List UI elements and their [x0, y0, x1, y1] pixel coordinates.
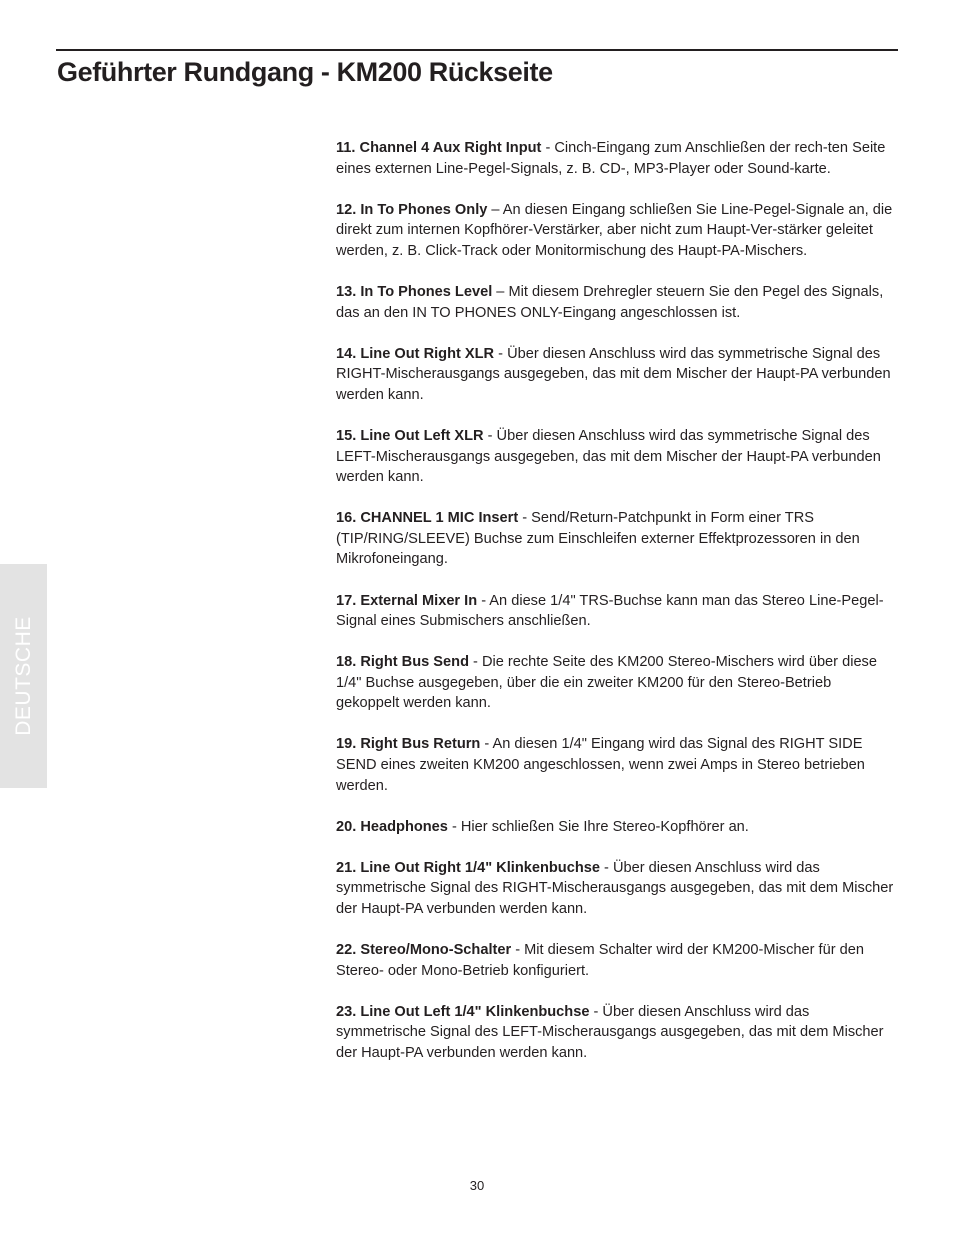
entry-20-text: - Hier schließen Sie Ihre Stereo-Kopfhörer an. [447, 818, 749, 835]
entry-11-text: - Cinch-Eingang zum Anschließen der rech-ten Seite eines externen Line-Pegel-Signals, z. B. CD-, MP3-Player oder Sound-karte. [336, 140, 886, 177]
entry-22-text: - Mit diesem Schalter wird der KM200-Mischer für den Stereo- oder Mono-Betrieb konfiguriert. [336, 942, 864, 979]
entry-17-title: 17. External Mixer In [336, 592, 478, 609]
entry-19-title: 19. Right Bus Return [336, 736, 481, 753]
entry-22-title: 22. Stereo/Mono-Schalter [336, 942, 512, 959]
entry-13-title: 13. In To Phones Level [336, 283, 493, 300]
entry-21-text: - Über diesen Anschluss wird das symmetrische Signal des RIGHT-Mischerausgangs ausgegeben, das mit dem Mischer der Haupt-PA verbunden werden kann. [336, 859, 894, 918]
entry-19-text: - An diesen 1/4" Eingang wird das Signal des RIGHT SIDE SEND eines zweiten KM200 angeschlossen, wenn zwei Amps in Stereo betrieben werden. [336, 736, 865, 794]
entry-16-text: - Send/Return-Patchpunkt in Form einer TRS (TIP/RING/SLEEVE) Buchse zum Einschleifen externer Effektprozessoren in den Mikrofoneingang. [336, 510, 860, 568]
entry-15-text: - Über diesen Anschluss wird das symmetrische Signal des LEFT-Mischerausgangs ausgegeben, das mit dem Mischer der Haupt-PA verbunden werden kann. [336, 427, 881, 486]
entry-20-title: 20. Headphones [336, 818, 448, 835]
entry-list [336, 138, 896, 1084]
entry-18 [336, 652, 896, 714]
entry-12-text: – An diesen Eingang schließen Sie Line-Pegel-Signale an, die direkt zum internen Kopfhörer-Verstärker, aber nicht zum Haupt-Ver-stärker geleitet werden, z. B. Click-Track oder Monitormischung des Haupt-PA-Mischers. [336, 201, 893, 259]
entry-16-title: 16. CHANNEL 1 MIC Insert [336, 510, 519, 527]
entry-13 [336, 282, 896, 323]
entry-11-title: 11. Channel 4 Aux Right Input [336, 140, 542, 156]
entry-18-title: 18. Right Bus Send [336, 654, 469, 671]
entry-12 [336, 200, 896, 262]
entry-17-text: - An diese 1/4" TRS-Buchse kann man das Stereo Line-Pegel-Signal eines Submischers anschließen. [336, 592, 884, 630]
entry-23-title: 23. Line Out Left 1/4" Klinkenbuchse [336, 1003, 590, 1020]
language-tab-label: DEUTSCHE [11, 616, 35, 736]
entry-20 [336, 817, 896, 838]
page-number: 30 [469, 1178, 485, 1193]
entry-18-text: - Die rechte Seite des KM200 Stereo-Mischers wird über diese 1/4" Buchse ausgegeben, über die ein zweiter KM200 für den Stereo-Betrieb gekoppelt werden kann. [336, 654, 877, 712]
entry-12-title: 12. In To Phones Only [336, 201, 488, 218]
entry-21 [336, 858, 896, 920]
entry-22 [336, 940, 896, 981]
language-tab [0, 564, 47, 788]
entry-13-text: – Mit diesem Drehregler steuern Sie den Pegel des Signals, das an den IN TO PHONES ONLY-Eingang angeschlossen ist. [336, 283, 884, 321]
entry-23 [336, 1002, 896, 1064]
entry-15-title: 15. Line Out Left XLR [336, 427, 484, 444]
entry-15 [336, 426, 896, 488]
entry-21-title: 21. Line Out Right 1/4" Klinkenbuchse [336, 859, 600, 876]
entry-14-title: 14. Line Out Right XLR [336, 345, 495, 362]
entry-11 [336, 138, 896, 179]
entry-14 [336, 344, 896, 406]
entry-19 [336, 734, 896, 796]
entry-17 [336, 591, 896, 632]
entry-14-text: - Über diesen Anschluss wird das symmetrische Signal des RIGHT-Mischerausgangs ausgegeben, das mit dem Mischer der Haupt-PA verbunden werden kann. [336, 345, 891, 403]
entry-23-text: - Über diesen Anschluss wird das symmetrische Signal des LEFT-Mischerausgangs ausgegeben, das mit dem Mischer der Haupt-PA verbunden werden kann. [336, 1003, 884, 1061]
page-title: Geführter Rundgang - KM200 Rückseite [57, 57, 553, 87]
header-rule [56, 49, 898, 51]
entry-16 [336, 508, 896, 570]
